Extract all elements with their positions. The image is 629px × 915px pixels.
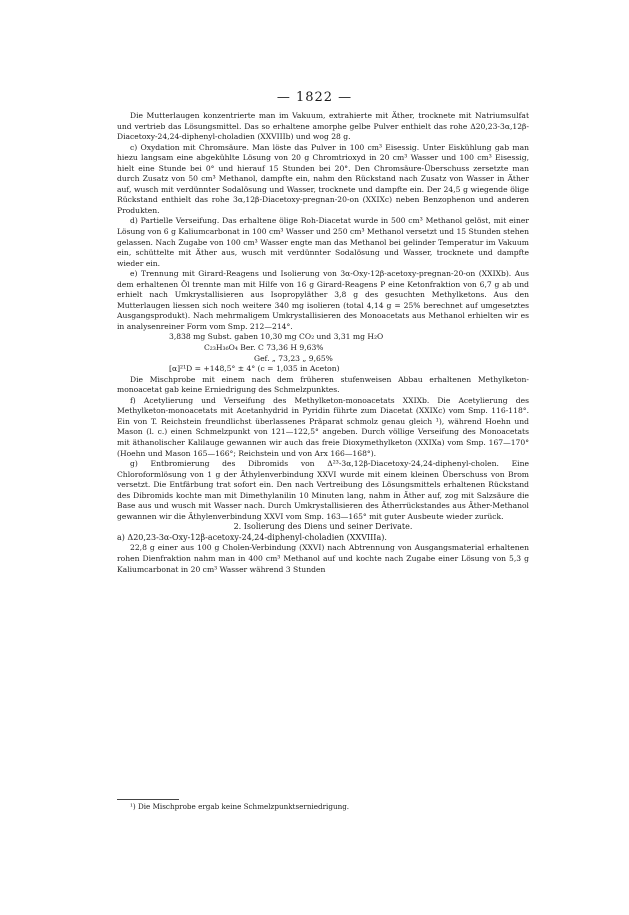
footnote: ¹) Die Mischprobe ergab keine Schmelzpunktserniedrigung. bbox=[130, 802, 350, 811]
paragraph-mixed-sample: Die Mischprobe mit einem nach dem früheren stufenweisen Abbau erhaltenen Methylketon-monoacetat gab keine Erniedrigung des Schmelzpunktes. bbox=[117, 374, 529, 395]
paragraph-girard-separation: e) Trennung mit Girard-Reagens und Isolierung von 3α-Oxy-12β-acetoxy-pregnan-20-on (XXIXb). Aus dem erhaltenen Öl trennte man mit Hilfe von 16 g Girard-Reagens P eine Ketonfraktion von 6,7 g ab und erhielt nach Umkrystallisieren aus Isopropyläther 3,8 g des gesuchten Methylketons. Aus den Mutterlaugen liessen sich noch weitere 340 mg isolieren (total 4,14 g = 25% berechnet auf umgesetztes Ausgangsprodukt). Nach mehrmaligem Umkrystallisieren des Monoacetats aus Methanol erhielten wir es in analysenreiner Form vom Smp. 212—214°. bbox=[117, 269, 529, 331]
footnote-rule bbox=[117, 799, 179, 800]
page-number: — 1822 — bbox=[276, 90, 353, 105]
analysis-line-2: C₂₃H₃₆O₄ Ber. C 73,36 H 9,63% bbox=[204, 343, 324, 353]
paragraph-saponification: d) Partielle Verseifung. Das erhaltene ölige Roh-Diacetat wurde in 500 cm³ Methanol gelöst, mit einer Lösung von 6 g Kaliumcarbonat in 100 cm³ Wasser und 250 cm³ Methanol versetzt und 15 Stunden stehen gelassen. Nach Zugabe von 100 cm³ Wasser engte man das Methanol bei gelinder Temperatur im Vakuum ein, schüttelte mit Äther aus, wusch mit verdünnter Sodalösung und Wasser, trocknete und dampfte wieder ein. bbox=[117, 216, 529, 268]
paragraph-oxidation: c) Oxydation mit Chromsäure. Man löste das Pulver in 100 cm³ Eisessig. Unter Eiskühlung gab man hiezu langsam eine abgekühlte Lösung von 20 g Chromtrioxyd in 20 cm³ Wasser und 100 cm³ Eisessig, hielt eine Stunde bei 0° und hierauf 15 Stunden bei 20°. Den Chromsäure-Überschuss zersetzte man durch Zusatz von 50 cm³ Methanol, dampfte ein, nahm den Rückstand nach Zusatz von Wasser in Äther auf, wusch mit verdünnter Sodalösung und Wasser, trocknete und dampfte ein. Der 24,5 g wiegende ölige Rückstand enthielt das rohe 3α,12β-Diacetoxy-pregnan-20-on (XXIXc) neben Benzophenon und anderen Produkten. bbox=[117, 142, 529, 215]
paragraph-diene-fraction: 22,8 g einer aus 100 g Cholen-Verbindung (XXVI) nach Abtrennung von Ausgangsmaterial erhaltenen rohen Dienfraktion nahm man in 400 cm³ Methanol auf und kochte nach Zugabe einer Lösung von 5,3 g Kaliumcarbonat in 20 cm³ Wasser während 3 Stunden bbox=[117, 543, 529, 574]
analysis-line-1: 3,838 mg Subst. gaben 10,30 mg CO₂ und 3,31 mg H₂O bbox=[169, 332, 384, 342]
paragraph-acetylation: f) Acetylierung und Verseifung des Methylketon-monoacetats XXIXb. Die Acetylierung des Methylketon-monoacetats mit Acetanhydrid in Pyridin führte zum Diacetat (XXIXc) vom Smp. 116-118°. Ein von T. Reichstein freundlichst überlassenes Präparat schmolz genau gleich ¹), während Hoehn und Mason (l. c.) einen Schmelzpunkt von 121—122,5° angeben. Durch völlige Verseifung des Monoacetats mit äthanolischer Kalilauge gewannen wir auch das freie Dioxymethylketon (XXIXa) vom Smp. 167—170° (Hoehn und Mason 165—166°; Reichstein und von Arx 166—168°). bbox=[117, 395, 529, 458]
paragraph-mother-liquors: Die Mutterlaugen konzentrierte man im Vakuum, extrahierte mit Äther, trocknete mit Natriumsulfat und vertrieb das Lösungsmittel. Das so erhaltene amorphe gelbe Pulver enthielt das rohe Δ20,23-3α,12β-Diacetoxy-24,24-diphenyl-choladien (XXVIIIb) und wog 28 g. bbox=[117, 111, 529, 142]
main-text bbox=[117, 111, 529, 575]
subheading: a) Δ20,23-3α-Oxy-12β-acetoxy-24,24-diphenyl-choladien (XXVIIIa). bbox=[117, 532, 387, 542]
paragraph-debromination: g) Entbromierung des Dibromids von Δ²³-3α,12β-Diacetoxy-24,24-diphenyl-cholen. Eine Chloroformlösung von 1 g der Äthylenverbindung XXVI wurde mit einem kleinen Überschuss von Brom versetzt. Die Entfärbung trat sofort ein. Den nach Vertreibung des Lösungsmittels erhaltenen Rückstand des Dibromids kochte man mit Dimethylanilin 10 Minuten lang, nahm in Äther auf, zog mit Salzsäure die Base aus und wusch mit Wasser nach. Durch Umkrystallisieren des Ätherrückstandes aus Äther-Methanol gewannen wir die Äthylenverbindung XXVI vom Smp. 163—165° mit guter Ausbeute wieder zurück. bbox=[117, 459, 529, 521]
analysis-line-3: Gef. „ 73,23 „ 9,65% bbox=[254, 353, 333, 363]
section-heading: 2. Isolierung des Diens und seiner Derivate. bbox=[233, 522, 413, 532]
optical-rotation: [α]²¹D = +148,5° ± 4° (c = 1,035 in Aceton) bbox=[169, 364, 340, 374]
